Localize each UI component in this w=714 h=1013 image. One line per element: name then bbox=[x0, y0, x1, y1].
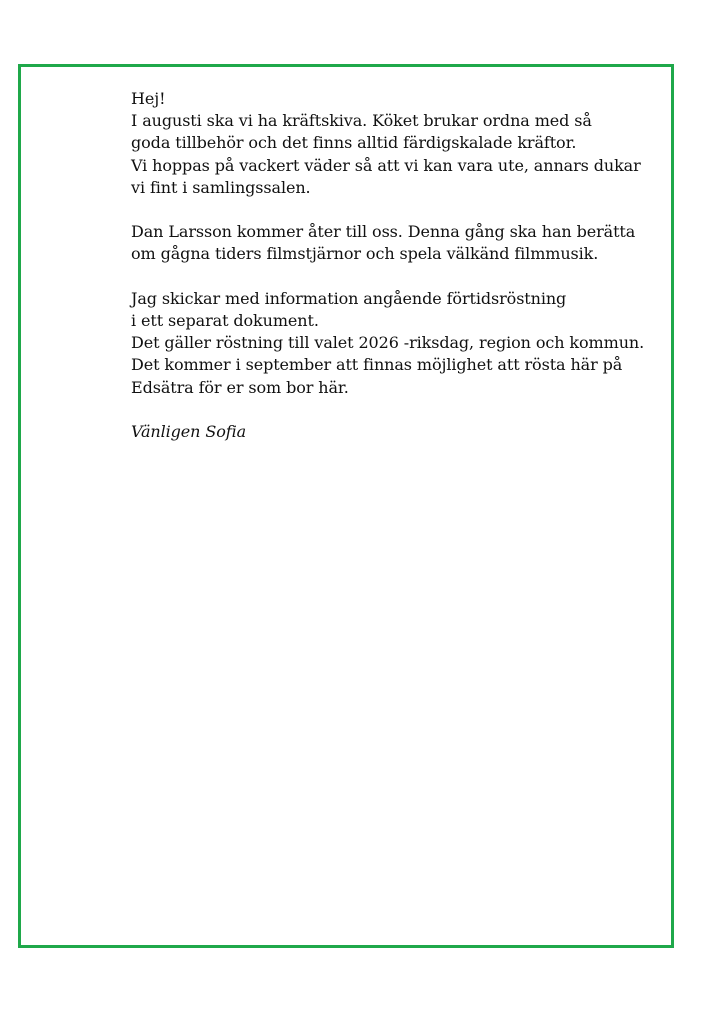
paragraph-early-voting bbox=[131, 288, 676, 399]
letter-line: Det gäller röstning till valet 2026 -riksdag, region och kommun. bbox=[131, 333, 645, 353]
paragraph-crayfish-party bbox=[131, 110, 676, 199]
letter-line: Edsätra för er som bor här. bbox=[131, 377, 349, 397]
paragraph-spacer bbox=[131, 399, 676, 421]
letter-line: Jag skickar med information angående förtidsröstning bbox=[131, 288, 567, 308]
letter-line: vi fint i samlingssalen. bbox=[131, 177, 311, 197]
letter-line: i ett separat dokument. bbox=[131, 311, 319, 330]
letter-line: Det kommer i september att finnas möjlighet att rösta här på bbox=[131, 355, 623, 375]
letter-line: goda tillbehör och det finns alltid färdigskalade kräftor. bbox=[131, 133, 577, 153]
paragraph-guest-visit bbox=[131, 221, 676, 265]
paragraph-spacer bbox=[131, 199, 676, 221]
letter-line: I augusti ska vi ha kräftskiva. Köket brukar ordna med så bbox=[131, 111, 592, 131]
letter-line: Dan Larsson kommer åter till oss. Denna gång ska han berätta bbox=[131, 222, 636, 242]
letter-body bbox=[131, 88, 676, 443]
letter-line: Vi hoppas på vackert väder så att vi kan vara ute, annars dukar bbox=[131, 155, 641, 175]
greeting-line: Hej! bbox=[131, 89, 166, 108]
paragraph-spacer bbox=[131, 266, 676, 288]
signature: Vänligen Sofia bbox=[131, 422, 247, 441]
letter-line: om gågna tiders filmstjärnor och spela välkänd filmmusik. bbox=[131, 244, 599, 264]
